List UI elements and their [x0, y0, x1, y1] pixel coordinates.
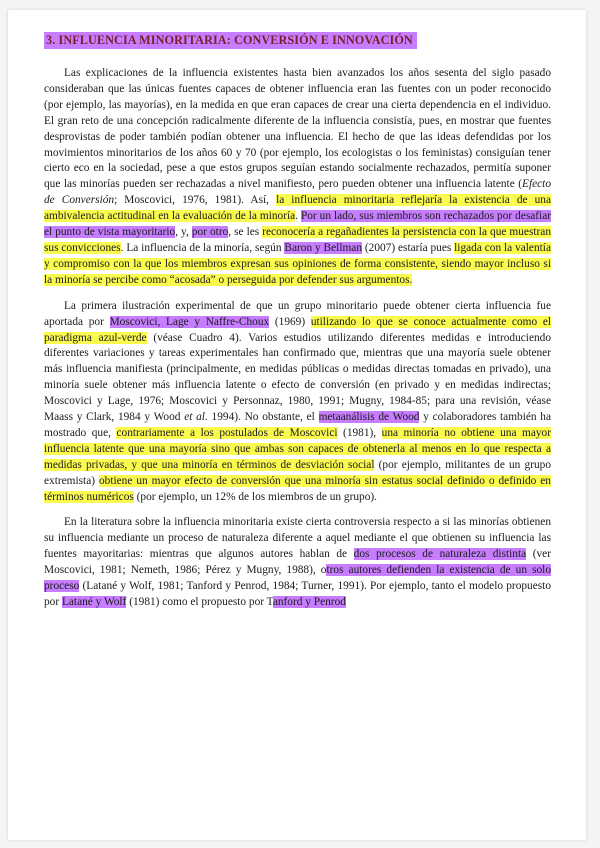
- highlight-purple: Baron y Bellman: [284, 241, 362, 254]
- highlight-purple: Latané y Wolf: [61, 596, 127, 608]
- text-segment: , y,: [175, 226, 192, 239]
- section-title: INFLUENCIA MINORITARIA: CONVERSIÓN E INNOVACIÓN: [58, 33, 413, 47]
- text-segment: (2007) estaría pues: [362, 241, 455, 254]
- text-segment: (ver Moscovici, 1981; Nemeth, 1986; Pérez y Mugny, 1988), o: [44, 548, 551, 577]
- highlight-yellow: una minoría no obtiene una mayor influencia latente que una mayoría sino que ambas son capaces de obtenerla al menos en lo que respecta a medidas privadas, y que una minoría en términos de desviación social: [44, 426, 551, 471]
- highlight-yellow: obtiene un mayor efecto de conversión que una minoría sin estatus social definido o definido en términos numéricos: [44, 474, 551, 503]
- highlight-purple: dos procesos de naturaleza distinta: [353, 548, 527, 561]
- highlight-yellow: utilizando lo que se conoce actualmente como el paradigma azul-verde: [44, 315, 552, 344]
- highlight-purple: metaanálisis de Wood: [318, 411, 420, 424]
- text-segment: La primera ilustración experimental de que un grupo minoritario puede obtener cierta influencia fue aportada por: [44, 299, 551, 328]
- body-text: [44, 66, 551, 621]
- paragraph: [44, 299, 551, 506]
- text-segment: .: [295, 210, 301, 223]
- highlight-purple: Por un lado, sus miembros son rechazados por desafiar el punto de vista mayoritario: [44, 210, 552, 239]
- highlight-purple: por otro: [191, 226, 229, 239]
- highlight-yellow: ligada con la valentía y compromiso con la que los miembros expresan sus opiniones de forma consistente, siendo mayor incluso si la minoría se percibe como “acosada” o perseguida por defender sus argumentos.: [44, 241, 551, 286]
- highlight-yellow: contrariamente a los postulados de Moscovici: [116, 426, 338, 439]
- highlight-purple: Moscovici, Lage y Naffre-Choux: [109, 315, 270, 328]
- highlight-purple: tros autores defienden la existencia de un solo proceso: [44, 564, 551, 593]
- text-segment: Efecto de Conversión: [44, 178, 551, 207]
- document-page: [8, 10, 586, 840]
- text-segment: (1981) como el propuesto por T: [126, 596, 273, 608]
- text-segment: 1994). No obstante, el: [207, 411, 319, 424]
- highlight-yellow: la influencia minoritaria reflejaría la existencia de una ambivalencia actitudinal en la evaluación de la minoría: [44, 194, 551, 223]
- text-segment: (1981),: [337, 426, 382, 439]
- text-segment: (Latané y Wolf, 1981; Tanford y Penrod, 1984; Turner, 1991). Por ejemplo, tanto el modelo propuesto por: [44, 580, 551, 608]
- text-segment: (1969): [269, 315, 311, 328]
- text-segment: En la literatura sobre la influencia minoritaria existe cierta controversia respecto a si las minorías obtienen su influencia mediante un proceso de naturaleza diferente a aquel mediante el que obtienen su influencia las fuentes mayoritarias: mientras que algunos autores hablan de: [44, 516, 551, 561]
- paragraph: [44, 515, 551, 610]
- highlight-yellow: reconocería a regañadientes la persistencia con la que muestran sus convicciones: [44, 226, 552, 254]
- text-segment: et al.: [184, 411, 208, 424]
- text-segment: ; Moscovici, 1976, 1981). Así,: [114, 194, 277, 207]
- text-segment: . La influencia de la minoría, según: [120, 241, 285, 254]
- highlight-purple: anford y Penrod: [272, 596, 346, 608]
- text-segment: (por ejemplo, un 12% de los miembros de un grupo).: [133, 490, 378, 503]
- text-segment: , se les: [228, 226, 263, 239]
- paragraph: [44, 66, 551, 289]
- text-segment: (véase Cuadro 4). Varios estudios utilizando diferentes medidas e introduciendo diferentes variaciones y tareas experimentales han confirmado que, mientras que una mayoría suele obtener más influencia manifiesta (principalmente, en medidas públicas o medidas directas tomadas en privado), una minoría suele obtener más influencia latente o efecto de conversión (en privado y en medidas indirectas; Moscovici y Lage, 1976; Moscovici y Personnaz, 1980, 1991; Mugny, 1984-85; para una revisión, véase Maass y Clark, 1984 y Wood: [44, 331, 551, 424]
- text-segment: y colaboradores también ha mostrado que,: [44, 411, 552, 439]
- text-segment: Las explicaciones de la influencia existentes hasta bien avanzados los años sesenta del siglo pasado consideraban que las únicas fuentes capaces de obtener influencia eran las fuentes con un poder reconocido (por ejemplo, las mayorías), en la medida en que eran capaces de crear una cierta dependencia en el individuo. El gran reto de una concepción radicalmente diferente de la influencia consistía, pues, en mostrar que fuentes desprovistas de poder también podían obtener una influencia. El hecho de que las ideas defendidas por los movimientos minoritarios de los años 60 y 70 (por ejemplo, los ecologistas o los feministas) consiguían tener cierto eco en la sociedad, pese a que estos grupos seguían estando socialmente rechazados, permitía suponer que las minorías pueden ser rechazadas a nivel manifiesto, pero pueden obtener una influencia latente (: [44, 67, 551, 191]
- text-segment: (por ejemplo, militantes de un grupo extremista): [44, 458, 551, 487]
- section-number: 3.: [46, 33, 56, 47]
- section-heading: [44, 32, 417, 49]
